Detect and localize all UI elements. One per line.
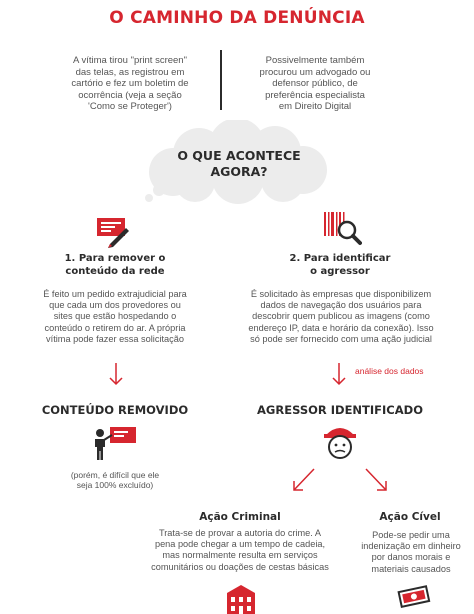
intro-left-line: ocorrência (veja a seção (78, 89, 182, 101)
criminal-action-line: mas normalmente resulta em serviços (162, 550, 318, 561)
arrow-down-icon (108, 362, 124, 386)
civil-action-line: indenização em dinheiro (361, 541, 461, 552)
criminal-action-line: pena pode chegar a um tempo de cadeia, (154, 539, 326, 550)
criminal-action-title: Ação Criminal (199, 511, 281, 523)
arrow-down-icon (331, 362, 347, 386)
removed-note (40, 470, 190, 490)
civil-action-line: Pode-se pedir uma (372, 530, 450, 540)
arrow-down-left-icon (290, 466, 318, 494)
step-2-body-line: só pode ser fornecido com uma ação judicial (250, 333, 432, 344)
page-title: O CAMINHO DA DENÚNCIA (109, 8, 365, 28)
civil-action-line: materiais causados (371, 563, 451, 574)
question-line-1: O QUE ACONTECE (177, 148, 301, 163)
criminal-action-line: comunitários ou doações de cestas básicas (151, 561, 329, 572)
intro-divider (220, 50, 222, 110)
removed-note-line: (porém, é difícil que ele (70, 470, 160, 480)
analysis-note: análise dos dados (355, 366, 424, 376)
criminal-action-body (145, 528, 335, 573)
civil-action-body (355, 530, 467, 575)
step-1-body-line: que cada um dos provedores ou (49, 300, 181, 311)
intro-left (55, 55, 205, 113)
step-1-title (40, 252, 190, 278)
criminal-action-line: Trata-se de provar a autoria do crime. A (158, 528, 322, 538)
step-1-body-line: conteúdo o retirem do ar. A própria (44, 322, 186, 333)
step-1-body (20, 289, 210, 345)
removal-request-icon (96, 214, 130, 248)
arrow-down-right-icon (362, 466, 390, 494)
intro-right-line: em Direito Digital (278, 101, 352, 112)
step-2-body-line: dados de navegação dos usuários para (260, 300, 422, 311)
intro-right-line: preferência especialista (265, 89, 365, 101)
step-1-body-line: sites que estão hospedando o (53, 311, 177, 322)
question-line-2: AGORA? (210, 164, 268, 179)
step-1-body-line: vítima pode fazer essa solicitação (46, 333, 184, 344)
step-2-body-line: É solicitado às empresas que disponibilizem (250, 289, 432, 299)
civil-action-title: Ação Cível (379, 511, 441, 523)
step-1-title-line: 1. Para remover o (64, 253, 166, 264)
barcode-magnifier-icon (322, 210, 362, 248)
step-1-body-line: É feito um pedido extrajudicial para (43, 289, 187, 299)
step-2-title-line: o agressor (310, 266, 370, 277)
civil-action-line: por danos morais e (371, 552, 451, 563)
step-1-title-line: conteúdo da rede (65, 266, 165, 277)
step-2-body-line: endereço IP, data e horário da conexão). Isso (248, 322, 434, 333)
intro-left-line: 'Como se Proteger') (88, 101, 172, 112)
presenter-icon (92, 425, 138, 461)
intro-right-line: Possivelmente também (265, 55, 365, 66)
content-removed-label: CONTEÚDO REMOVIDO (41, 403, 189, 417)
money-icon (396, 584, 432, 610)
building-icon (224, 584, 258, 614)
step-2-body-line: descobrir quem publicou as imagens (como (252, 311, 430, 322)
removed-note-line: seja 100% excluído) (76, 480, 154, 490)
intro-right (240, 55, 390, 113)
intro-right-line: procurou um advogado ou (259, 66, 371, 78)
step-2-title-line: 2. Para identificar (289, 253, 391, 264)
intro-left-line: A vítima tirou "print screen" (73, 55, 187, 66)
intro-left-line: cartório e fez um boletim de (71, 78, 189, 89)
intro-right-line: defensor público, de (272, 78, 358, 89)
aggressor-face-icon (322, 423, 358, 461)
intro-left-line: das telas, as registrou em (75, 66, 185, 78)
aggressor-identified-label: AGRESSOR IDENTIFICADO (257, 403, 423, 417)
question-text (133, 148, 345, 180)
step-2-title (265, 252, 415, 278)
step-2-body (238, 289, 444, 345)
